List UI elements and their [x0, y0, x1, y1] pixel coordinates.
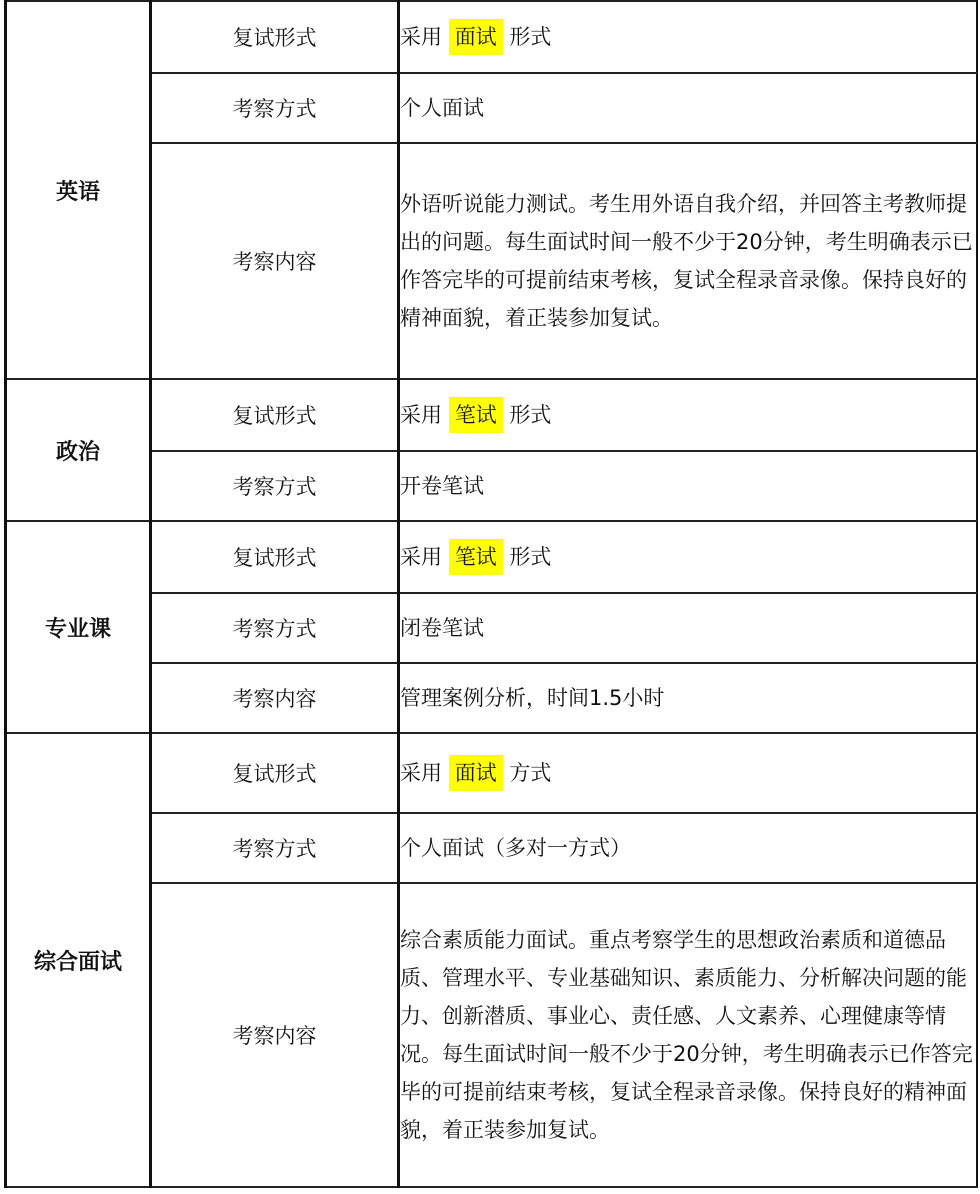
form-label: 复试形式 — [151, 733, 399, 813]
form-suffix: 形式 — [509, 403, 552, 427]
content-label: 考察内容 — [151, 143, 399, 379]
content-label: 考察内容 — [151, 883, 399, 1187]
form-value — [399, 379, 978, 451]
content-value: 管理案例分析，时间1.5小时 — [399, 663, 978, 733]
subject-english: 英语 — [6, 1, 151, 379]
method-label: 考察方式 — [151, 813, 399, 883]
form-label: 复试形式 — [151, 1, 399, 73]
form-prefix: 采用 — [400, 25, 442, 49]
highlight-mark: 面试 — [449, 755, 503, 791]
form-prefix: 采用 — [400, 761, 442, 785]
content-label: 考察内容 — [151, 663, 399, 733]
subject-interview: 综合面试 — [6, 733, 151, 1187]
method-value: 闭卷笔试 — [399, 593, 978, 663]
table-row — [6, 379, 978, 451]
table-row — [6, 1, 978, 73]
table-row — [6, 663, 978, 733]
method-label: 考察方式 — [151, 451, 399, 521]
form-prefix: 采用 — [400, 403, 442, 427]
subject-politics: 政治 — [6, 379, 151, 521]
subject-major: 专业课 — [6, 521, 151, 733]
method-label: 考察方式 — [151, 593, 399, 663]
highlight-mark: 笔试 — [449, 539, 503, 575]
method-value: 开卷笔试 — [399, 451, 978, 521]
table-row — [6, 593, 978, 663]
table-row — [6, 451, 978, 521]
form-suffix: 形式 — [509, 25, 552, 49]
form-value — [399, 733, 978, 813]
exam-requirements-table — [4, 0, 978, 1188]
form-label: 复试形式 — [151, 521, 399, 593]
form-suffix: 形式 — [509, 545, 552, 569]
table-row — [6, 813, 978, 883]
table-row — [6, 143, 978, 379]
table-row — [6, 733, 978, 813]
form-suffix: 方式 — [509, 761, 552, 785]
form-value — [399, 1, 978, 73]
method-label: 考察方式 — [151, 73, 399, 143]
table-row — [6, 521, 978, 593]
method-value: 个人面试（多对一方式） — [399, 813, 978, 883]
form-prefix: 采用 — [400, 545, 442, 569]
highlight-mark: 笔试 — [449, 397, 503, 433]
highlight-mark: 面试 — [449, 19, 503, 55]
method-value: 个人面试 — [399, 73, 978, 143]
form-label: 复试形式 — [151, 379, 399, 451]
table-row — [6, 883, 978, 1187]
form-value — [399, 521, 978, 593]
content-value: 外语听说能力测试。考生用外语自我介绍，并回答主考教师提出的问题。每生面试时间一般不少于20分钟，考生明确表示已作答完毕的可提前结束考核，复试全程录音录像。保持良好的精神面貌，着正装参加复试。 — [399, 143, 978, 379]
content-value: 综合素质能力面试。重点考察学生的思想政治素质和道德品质、管理水平、专业基础知识、素质能力、分析解决问题的能力、创新潜质、事业心、责任感、人文素养、心理健康等情况。每生面试时间一般不少于20分钟，考生明确表示已作答完毕的可提前结束考核，复试全程录音录像。保持良好的精神面貌，着正装参加复试。 — [399, 883, 978, 1187]
table-row — [6, 73, 978, 143]
